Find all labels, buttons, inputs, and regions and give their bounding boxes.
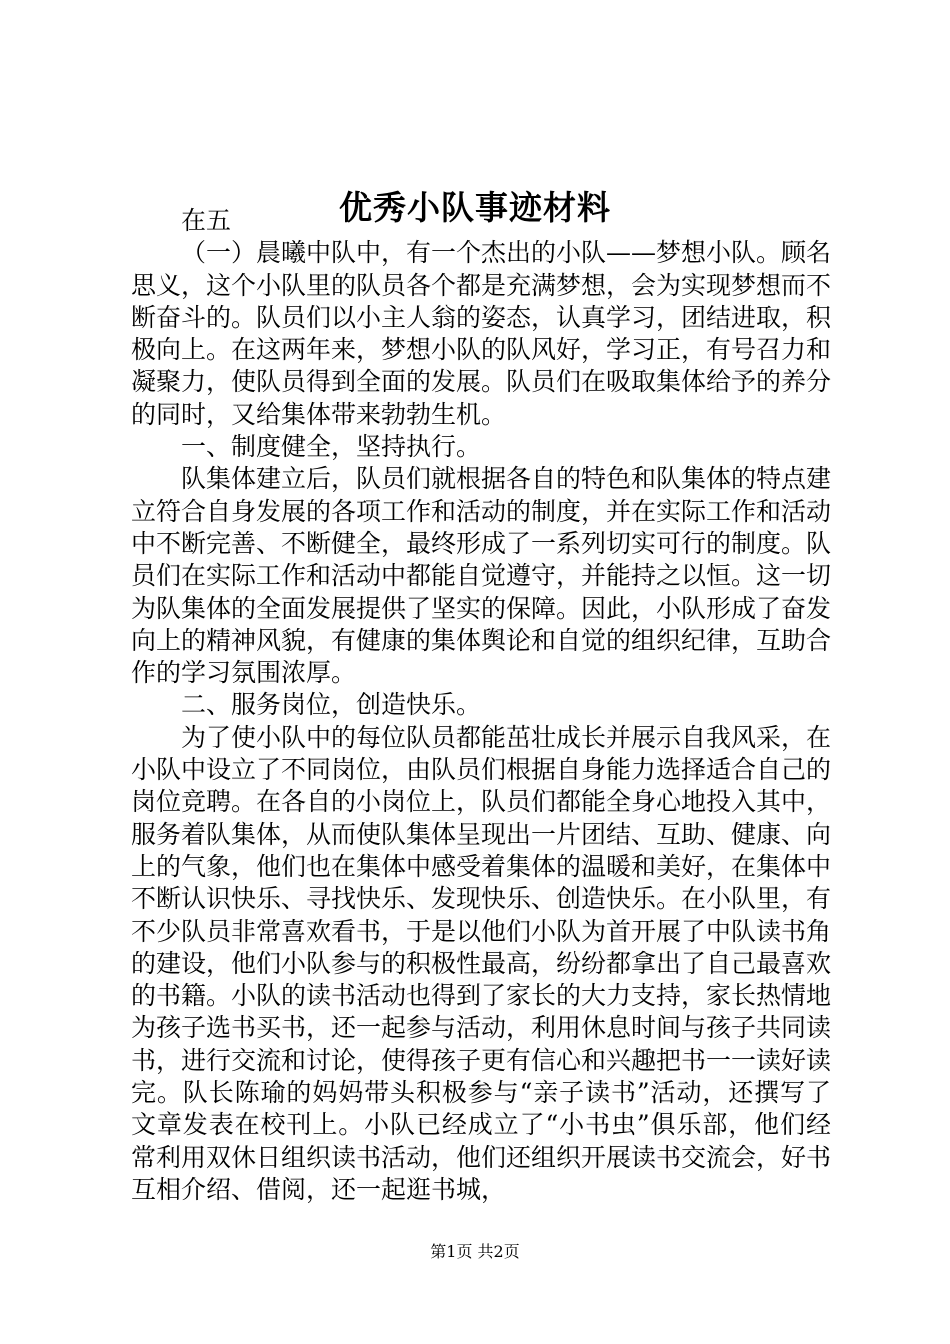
document-body [131,205,831,1206]
paragraph-service: 为了使小队中的每位队员都能茁壮成长并展示自我风采，在小队中设立了不同岗位，由队员们根据自身能力选择适合自己的岗位竞聘。在各自的小岗位上，队员们都能全身心地投入其中，服务着队集体，从而使队集体呈现出一片团结、互助、健康、向上的气象，他们也在集体中感受着集体的温暖和美好，在集体中不断认识快乐、寻找快乐、发现快乐、创造快乐。在小队里，有不少队员非常喜欢看书，于是以他们小队为首开展了中队读书角的建设，他们小队参与的积极性最高，纷纷都拿出了自己最喜欢的书籍。小队的读书活动也得到了家长的大力支持，家长热情地为孩子选书买书，还一起参与活动，利用休息时间与孩子共同读书，进行交流和讨论，使得孩子更有信心和兴趣把书一一读好读完。队长陈瑜的妈妈带头积极参与“亲子读书”活动，还撰写了文章发表在校刊上。小队已经成立了“小书虫”俱乐部，他们经常利用双休日组织读书活动，他们还组织开展读书交流会，好书互相介绍、借阅，还一起逛书城， [131,722,832,1204]
section-heading-1: 一、制度健全，坚持执行。 [181,432,482,462]
paragraph-overview: （一）晨曦中队中，有一个杰出的小队——梦想小队。顾名思义，这个小队里的队员各个都是充满梦想，会为实现梦想而不断奋斗的。队员们以小主人翁的姿态，认真学习，团结进取，积极向上。在这两年来，梦想小队的队风好，学习正，有号召力和凝聚力，使队员得到全面的发展。队员们在吸取集体给予的养分的同时，又给集体带来勃勃生机。 [131,238,832,429]
page-number: 第1页 共2页 [430,1242,520,1261]
paragraph-system: 队集体建立后，队员们就根据各自的特色和队集体的特点建立符合自身发展的各项工作和活动的制度，并在实际工作和活动中不断完善、不断健全，最终形成了一系列切实可行的制度。队员们在实际工作和活动中都能自觉遵守，并能持之以恒。这一切为队集体的全面发展提供了坚实的保障。因此，小队形成了奋发向上的精神风貌，有健康的集体舆论和自觉的组织纪律，互助合作的学习氛围浓厚。 [131,464,832,688]
paragraph-intro: 在五 [181,206,232,235]
section-heading-2: 二、服务岗位，创造快乐。 [181,690,482,720]
document-title: 优秀小队事迹材料 [339,188,611,227]
